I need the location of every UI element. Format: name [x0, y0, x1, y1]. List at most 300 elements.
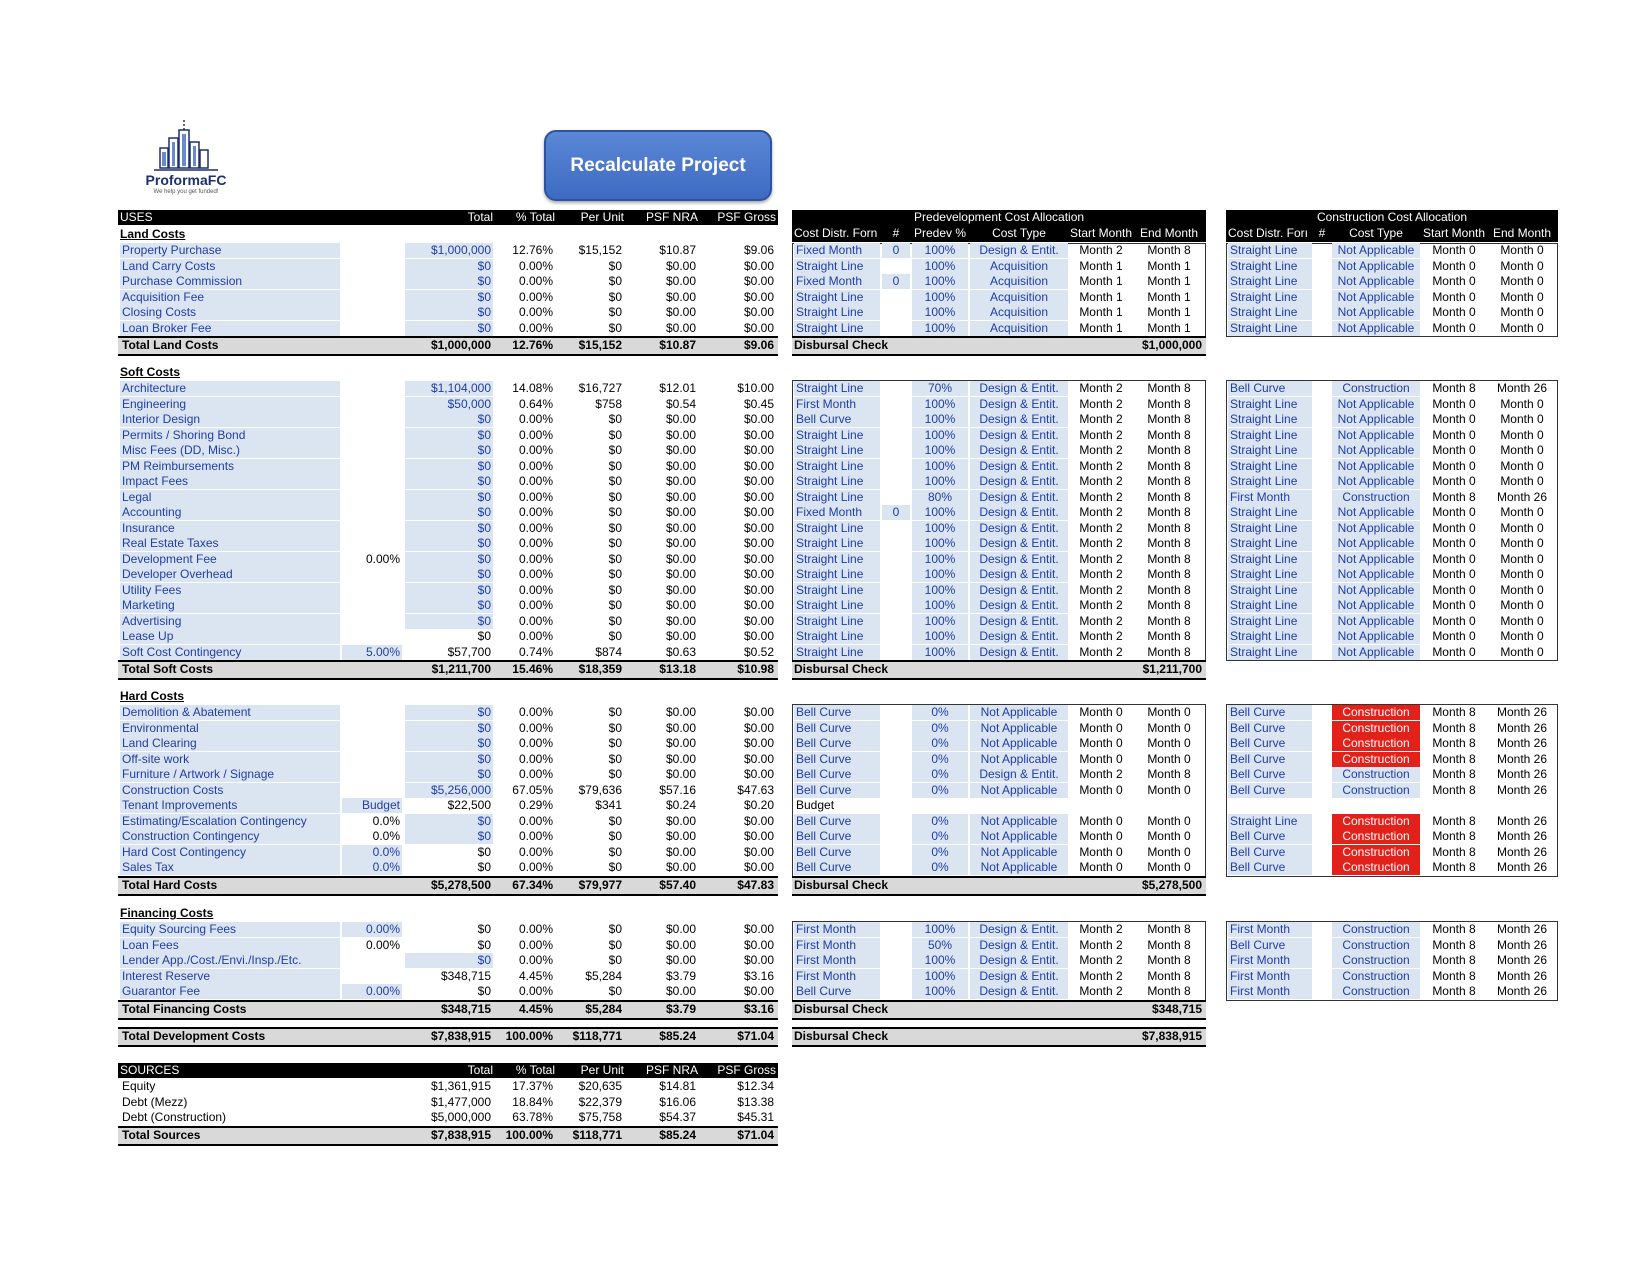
predevelopment-cell[interactable]: 0% [912, 860, 968, 875]
name-cell[interactable]: Utility Fees [120, 583, 340, 598]
total-cell[interactable]: $0 [405, 598, 493, 613]
name-cell[interactable]: Purchase Commission [120, 274, 340, 289]
construction-cell[interactable]: Bell Curve [1228, 829, 1312, 844]
construction-cell[interactable]: Straight Line [1228, 243, 1312, 258]
predevelopment-cell[interactable]: 100% [912, 290, 968, 305]
extra-cell[interactable]: 0.00% [342, 922, 402, 937]
construction-cell[interactable]: Bell Curve [1228, 938, 1312, 953]
construction-cell[interactable]: Not Applicable [1332, 305, 1420, 320]
predevelopment-cell[interactable]: Bell Curve [794, 845, 880, 860]
construction-cell[interactable]: Bell Curve [1228, 736, 1312, 751]
name-cell[interactable]: Closing Costs [120, 305, 340, 320]
name-cell[interactable]: Property Purchase [120, 243, 340, 258]
total-cell[interactable]: $0 [405, 552, 493, 567]
predevelopment-cell[interactable]: Design & Entit. [970, 767, 1068, 782]
name-cell[interactable]: Developer Overhead [120, 567, 340, 582]
construction-cell[interactable]: Not Applicable [1332, 443, 1420, 458]
predevelopment-cell[interactable]: Design & Entit. [970, 428, 1068, 443]
construction-cell[interactable]: Straight Line [1228, 552, 1312, 567]
total-cell[interactable]: $0 [405, 583, 493, 598]
name-cell[interactable]: Land Carry Costs [120, 259, 340, 274]
name-cell[interactable]: Development Fee [120, 552, 340, 567]
predevelopment-cell[interactable]: 0% [912, 736, 968, 751]
construction-cell[interactable]: Straight Line [1228, 397, 1312, 412]
predevelopment-cell[interactable]: Not Applicable [970, 814, 1068, 829]
construction-cell[interactable]: Straight Line [1228, 505, 1312, 520]
predevelopment-cell[interactable]: 100% [912, 505, 968, 520]
construction-cell[interactable]: Construction [1332, 969, 1420, 984]
name-cell[interactable]: Construction Contingency [120, 829, 340, 844]
construction-cell[interactable]: Construction [1332, 845, 1420, 860]
total-cell[interactable]: $0 [405, 953, 493, 968]
predevelopment-cell[interactable]: 100% [912, 953, 968, 968]
total-cell[interactable]: $0 [405, 490, 493, 505]
construction-cell[interactable]: Construction [1332, 860, 1420, 875]
pct-cell: 0.00% [518, 551, 553, 566]
name-cell[interactable]: Lease Up [120, 629, 340, 644]
name-cell[interactable]: Accounting [120, 505, 340, 520]
predevelopment-cell[interactable]: 100% [912, 321, 968, 336]
construction-cell[interactable]: Straight Line [1228, 459, 1312, 474]
total-cell[interactable]: $0 [405, 705, 493, 720]
construction-cell[interactable]: Not Applicable [1332, 536, 1420, 551]
predevelopment-cell[interactable]: 0% [912, 814, 968, 829]
predevelopment-cell[interactable]: Not Applicable [970, 783, 1068, 798]
construction-cell[interactable]: Straight Line [1228, 567, 1312, 582]
table-row [0, 274, 1650, 289]
predevelopment-cell[interactable]: Not Applicable [970, 860, 1068, 875]
extra-cell [342, 381, 402, 396]
total-cell[interactable]: $0 [405, 274, 493, 289]
construction-cell[interactable]: Straight Line [1228, 521, 1312, 536]
predevelopment-cell[interactable]: Straight Line [794, 567, 880, 582]
predevelopment-cell[interactable]: 0% [912, 783, 968, 798]
construction-cell[interactable]: Not Applicable [1332, 259, 1420, 274]
construction-cell[interactable]: Bell Curve [1228, 752, 1312, 767]
construction-cell[interactable]: Construction [1332, 783, 1420, 798]
predevelopment-cell[interactable]: Straight Line [794, 490, 880, 505]
predevelopment-cell[interactable]: Bell Curve [794, 752, 880, 767]
gross-cell: $0.00 [743, 629, 774, 643]
name-cell[interactable]: Interest Reserve [120, 969, 340, 984]
predevelopment-cell [1134, 798, 1204, 813]
construction-cell[interactable]: First Month [1228, 490, 1312, 505]
construction-cell[interactable]: Straight Line [1228, 474, 1312, 489]
predevelopment-cell[interactable]: Design & Entit. [970, 567, 1068, 582]
predevelopment-cell[interactable]: Design & Entit. [970, 505, 1068, 520]
predevelopment-cell[interactable]: Straight Line [794, 259, 880, 274]
predevelopment-cell[interactable]: 0% [912, 829, 968, 844]
construction-cell[interactable]: Not Applicable [1332, 397, 1420, 412]
name-cell[interactable]: Acquisition Fee [120, 290, 340, 305]
predevelopment-cell[interactable]: Design & Entit. [970, 397, 1068, 412]
construction-cell[interactable]: Not Applicable [1332, 459, 1420, 474]
predevelopment-cell[interactable]: Straight Line [794, 536, 880, 551]
unit-cell: $0 [608, 860, 622, 874]
extra-cell [342, 459, 402, 474]
total-cell[interactable]: $0 [405, 305, 493, 320]
construction-cell[interactable]: Construction [1332, 705, 1420, 720]
construction-cell[interactable]: Straight Line [1228, 305, 1312, 320]
predevelopment-cell[interactable]: Design & Entit. [970, 922, 1068, 937]
name-cell[interactable]: Engineering [120, 397, 340, 412]
total-cell[interactable]: $0 [405, 721, 493, 736]
total-cell[interactable]: $5,256,000 [405, 783, 493, 798]
total-cell[interactable]: $0 [405, 752, 493, 767]
predevelopment-cell[interactable]: Design & Entit. [970, 645, 1068, 660]
construction-cell[interactable]: Not Applicable [1332, 598, 1420, 613]
gross-cell: $9.06 [743, 243, 774, 257]
construction-cell[interactable]: Straight Line [1228, 274, 1312, 289]
predevelopment-cell[interactable]: Design & Entit. [970, 629, 1068, 644]
predevelopment-cell[interactable]: 100% [912, 598, 968, 613]
gross-cell: $0.00 [743, 829, 774, 843]
name-cell[interactable]: PM Reimbursements [120, 459, 340, 474]
construction-cell[interactable]: Straight Line [1228, 443, 1312, 458]
total-cell[interactable]: $0 [405, 321, 493, 336]
construction-cell[interactable]: Construction [1332, 829, 1420, 844]
construction-cell[interactable]: Bell Curve [1228, 705, 1312, 720]
construction-cell[interactable]: Construction [1332, 490, 1420, 505]
predevelopment-cell[interactable]: 100% [912, 259, 968, 274]
predevelopment-cell[interactable]: Design & Entit. [970, 953, 1068, 968]
predevelopment-cell[interactable]: Design & Entit. [970, 412, 1068, 427]
predevelopment-cell[interactable]: First Month [794, 953, 880, 968]
name-cell[interactable]: Construction Costs [120, 783, 340, 798]
construction-cell[interactable]: Not Applicable [1332, 614, 1420, 629]
total-unit: $15,152 [578, 338, 622, 352]
predevelopment-cell: Month 1 [1079, 305, 1123, 319]
construction-cell[interactable]: Bell Curve [1228, 845, 1312, 860]
construction-cell: Month 0 [1432, 274, 1476, 288]
total-cell[interactable]: $0 [405, 505, 493, 520]
name-cell[interactable]: Legal [120, 490, 340, 505]
predevelopment-cell[interactable]: 100% [912, 552, 968, 567]
construction-cell[interactable]: Not Applicable [1332, 290, 1420, 305]
predevelopment-cell[interactable]: Straight Line [794, 321, 880, 336]
construction-cell[interactable]: Straight Line [1228, 536, 1312, 551]
predevelopment-cell[interactable]: 100% [912, 645, 968, 660]
name-cell[interactable]: Furniture / Artwork / Signage [120, 767, 340, 782]
extra-cell[interactable]: 0.00% [342, 984, 402, 999]
predevelopment-cell: Month 2 [1079, 984, 1123, 998]
construction-cell[interactable]: Construction [1332, 381, 1420, 396]
predevelopment-cell[interactable]: Straight Line [794, 381, 880, 396]
predevelopment-cell[interactable]: Straight Line [794, 459, 880, 474]
predevelopment-cell[interactable]: First Month [794, 938, 880, 953]
construction-cell[interactable]: First Month [1228, 922, 1312, 937]
predevelopment-cell[interactable]: Design & Entit. [970, 474, 1068, 489]
predevelopment-cell[interactable]: Bell Curve [794, 721, 880, 736]
predevelopment-cell[interactable]: 80% [912, 490, 968, 505]
total-cell[interactable]: $0 [405, 767, 493, 782]
predevelopment-cell[interactable]: Not Applicable [970, 845, 1068, 860]
construction-cell[interactable]: Construction [1332, 938, 1420, 953]
construction-cell[interactable]: Straight Line [1228, 259, 1312, 274]
name-cell[interactable]: Demolition & Abatement [120, 705, 340, 720]
construction-cell[interactable]: Not Applicable [1332, 274, 1420, 289]
construction-cell[interactable]: Straight Line [1228, 321, 1312, 336]
total-cell[interactable]: $0 [405, 521, 493, 536]
predevelopment-cell[interactable]: 100% [912, 536, 968, 551]
construction-cell[interactable]: Not Applicable [1332, 521, 1420, 536]
predevelopment-cell[interactable]: First Month [794, 922, 880, 937]
predevelopment-cell[interactable]: 0% [912, 705, 968, 720]
predevelopment-cell[interactable]: Design & Entit. [970, 536, 1068, 551]
predevelopment-cell[interactable]: Acquisition [970, 305, 1068, 320]
construction-cell[interactable]: Construction [1332, 922, 1420, 937]
construction-cell[interactable]: Straight Line [1228, 583, 1312, 598]
construction-cell[interactable]: First Month [1228, 953, 1312, 968]
name-cell[interactable]: Marketing [120, 598, 340, 613]
extra-cell[interactable]: 5.00% [342, 645, 402, 660]
predevelopment-cell[interactable]: 50% [912, 938, 968, 953]
predevelopment-cell[interactable]: 0 [882, 243, 910, 258]
name-cell[interactable]: Hard Cost Contingency [120, 845, 340, 860]
construction-cell[interactable]: First Month [1228, 984, 1312, 999]
table-row [0, 829, 1650, 844]
predevelopment-cell[interactable]: Design & Entit. [970, 243, 1068, 258]
predevelopment-cell[interactable]: 100% [912, 243, 968, 258]
construction-cell[interactable]: Construction [1332, 814, 1420, 829]
construction-cell[interactable]: Not Applicable [1332, 412, 1420, 427]
predevelopment-cell[interactable]: Straight Line [794, 428, 880, 443]
unit-cell: $0 [608, 443, 622, 457]
predevelopment-cell[interactable]: Straight Line [794, 598, 880, 613]
construction-cell: Month 0 [1432, 582, 1476, 597]
construction-cell[interactable]: Bell Curve [1228, 767, 1312, 782]
construction-cell[interactable]: Construction [1332, 752, 1420, 767]
construction-cell[interactable]: Not Applicable [1332, 629, 1420, 644]
predevelopment-cell[interactable]: Fixed Month [794, 274, 880, 289]
table-row [0, 938, 1650, 953]
construction-cell[interactable]: Construction [1332, 984, 1420, 999]
construction-cell[interactable]: Construction [1332, 736, 1420, 751]
total-cell[interactable]: $0 [405, 443, 493, 458]
name-cell[interactable]: Insurance [120, 521, 340, 536]
name-cell[interactable]: Loan Fees [120, 938, 340, 953]
name-cell[interactable]: Interior Design [120, 412, 340, 427]
total-cell[interactable]: $50,000 [405, 397, 493, 412]
predevelopment-cell[interactable]: Not Applicable [970, 705, 1068, 720]
predevelopment-cell[interactable]: Bell Curve [794, 736, 880, 751]
extra-cell[interactable]: 0.0% [342, 845, 402, 860]
predevelopment-cell[interactable]: Bell Curve [794, 783, 880, 798]
predevelopment-cell[interactable]: Design & Entit. [970, 614, 1068, 629]
predevelopment-cell[interactable]: Straight Line [794, 614, 880, 629]
predevelopment-cell[interactable]: Design & Entit. [970, 984, 1068, 999]
construction-cell[interactable]: Not Applicable [1332, 321, 1420, 336]
predevelopment-cell[interactable]: Fixed Month [794, 243, 880, 258]
predevelopment-cell[interactable]: Straight Line [794, 552, 880, 567]
predevelopment-cell[interactable]: First Month [794, 969, 880, 984]
predevelopment-cell[interactable]: Bell Curve [794, 860, 880, 875]
predevelopment-cell[interactable]: Design & Entit. [970, 443, 1068, 458]
name-cell[interactable]: Guarantor Fee [120, 984, 340, 999]
predevelopment-cell[interactable]: Design & Entit. [970, 459, 1068, 474]
predevelopment-cell[interactable]: 100% [912, 629, 968, 644]
predevelopment-cell[interactable]: 100% [912, 567, 968, 582]
predevelopment-cell[interactable]: Design & Entit. [970, 552, 1068, 567]
construction-cell [1314, 381, 1330, 396]
construction-cell[interactable]: Not Applicable [1332, 583, 1420, 598]
predevelopment-cell[interactable]: Acquisition [970, 274, 1068, 289]
total-cell[interactable]: $0 [405, 829, 493, 844]
predevelopment-cell: Month 8 [1147, 582, 1191, 597]
predevelopment-cell[interactable]: 100% [912, 443, 968, 458]
predevelopment-cell[interactable]: 0% [912, 752, 968, 767]
predevelopment-cell[interactable]: Straight Line [794, 521, 880, 536]
name-cell[interactable]: Real Estate Taxes [120, 536, 340, 551]
predevelopment-cell[interactable]: Bell Curve [794, 829, 880, 844]
construction-cell[interactable]: Not Applicable [1332, 428, 1420, 443]
predevelopment-cell[interactable]: 100% [912, 474, 968, 489]
predevelopment-cell[interactable]: Straight Line [794, 443, 880, 458]
predevelopment-cell[interactable]: First Month [794, 397, 880, 412]
recalculate-project-button[interactable]: Recalculate Project [544, 130, 772, 201]
construction-cell[interactable]: Not Applicable [1332, 645, 1420, 660]
construction-cell[interactable]: Straight Line [1228, 290, 1312, 305]
predevelopment-cell[interactable]: Not Applicable [970, 721, 1068, 736]
predevelopment-cell[interactable]: Not Applicable [970, 736, 1068, 751]
predevelopment-cell[interactable]: Straight Line [794, 290, 880, 305]
name-cell[interactable]: Land Clearing [120, 736, 340, 751]
construction-cell[interactable]: Straight Line [1228, 598, 1312, 613]
predevelopment-cell[interactable]: 0% [912, 721, 968, 736]
predevelopment-cell[interactable]: 100% [912, 428, 968, 443]
construction-cell[interactable]: Not Applicable [1332, 243, 1420, 258]
predevelopment-cell[interactable]: 0 [882, 505, 910, 520]
total-cell[interactable]: $0 [405, 736, 493, 751]
predevelopment-cell[interactable]: Straight Line [794, 305, 880, 320]
predevelopment-cell[interactable]: 100% [912, 412, 968, 427]
predevelopment-cell[interactable]: Design & Entit. [970, 969, 1068, 984]
total-cell[interactable]: $1,104,000 [405, 381, 493, 396]
predevelopment-cell[interactable]: 100% [912, 984, 968, 999]
construction-cell[interactable]: Construction [1332, 721, 1420, 736]
name-cell[interactable]: Loan Broker Fee [120, 321, 340, 336]
total-cell[interactable]: $0 [405, 814, 493, 829]
name-cell[interactable]: Off-site work [120, 752, 340, 767]
construction-cell[interactable]: Bell Curve [1228, 860, 1312, 875]
predevelopment-cell[interactable]: 100% [912, 305, 968, 320]
predevelopment-cell[interactable]: Acquisition [970, 321, 1068, 336]
source-gross: $13.38 [737, 1094, 774, 1109]
predevelopment-cell[interactable]: 100% [912, 614, 968, 629]
construction-cell[interactable]: First Month [1228, 969, 1312, 984]
predevelopment-cell[interactable]: Bell Curve [794, 412, 880, 427]
extra-cell[interactable]: 0.0% [342, 860, 402, 875]
total-cell[interactable]: $0 [405, 412, 493, 427]
predevelopment-cell[interactable]: Bell Curve [794, 984, 880, 999]
predevelopment-cell[interactable]: 0% [912, 845, 968, 860]
construction-cell[interactable]: Bell Curve [1228, 721, 1312, 736]
name-cell[interactable]: Sales Tax [120, 860, 340, 875]
predevelopment-cell[interactable]: Design & Entit. [970, 583, 1068, 598]
predevelopment-cell[interactable]: Bell Curve [794, 705, 880, 720]
predevelopment-cell[interactable]: 100% [912, 521, 968, 536]
construction-cell[interactable]: Straight Line [1228, 645, 1312, 660]
construction-cell[interactable]: Bell Curve [1228, 783, 1312, 798]
predevelopment-cell[interactable]: Bell Curve [794, 814, 880, 829]
predevelopment-cell[interactable]: Design & Entit. [970, 521, 1068, 536]
name-cell[interactable]: Misc Fees (DD, Misc.) [120, 443, 340, 458]
predevelopment-cell[interactable]: 70% [912, 381, 968, 396]
total-cell[interactable]: $0 [405, 536, 493, 551]
construction-cell[interactable]: Not Applicable [1332, 474, 1420, 489]
construction-cell[interactable]: Not Applicable [1332, 505, 1420, 520]
predevelopment-cell[interactable]: Straight Line [794, 474, 880, 489]
predevelopment-cell[interactable]: 100% [912, 922, 968, 937]
predevelopment-cell[interactable]: 100% [912, 274, 968, 289]
construction-cell[interactable]: Not Applicable [1332, 552, 1420, 567]
predevelopment-cell: Month 1 [1147, 305, 1191, 319]
gross-cell: $0.00 [743, 289, 774, 304]
predevelopment-cell[interactable]: Bell Curve [794, 767, 880, 782]
construction-cell[interactable]: Construction [1332, 767, 1420, 782]
name-cell[interactable]: Permits / Shoring Bond [120, 428, 340, 443]
construction-cell[interactable]: Straight Line [1228, 814, 1312, 829]
name-cell[interactable]: Soft Cost Contingency [120, 645, 340, 660]
name-cell[interactable]: Architecture [120, 381, 340, 396]
name-cell[interactable]: Estimating/Escalation Contingency [120, 814, 340, 829]
name-cell[interactable]: Advertising [120, 614, 340, 629]
predevelopment-cell[interactable]: Not Applicable [970, 829, 1068, 844]
predevelopment-cell[interactable]: Acquisition [970, 290, 1068, 305]
construction-cell[interactable]: Bell Curve [1228, 381, 1312, 396]
predevelopment-cell[interactable]: Fixed Month [794, 505, 880, 520]
name-cell[interactable]: Environmental [120, 721, 340, 736]
construction-cell[interactable]: Construction [1332, 953, 1420, 968]
total-cell[interactable]: $0 [405, 614, 493, 629]
name-cell[interactable]: Lender App./Cost./Envi./Insp./Etc. [120, 953, 340, 968]
predevelopment-cell[interactable]: Acquisition [970, 259, 1068, 274]
extra-cell [342, 583, 402, 598]
predevelopment-column-header: Cost Type [992, 226, 1046, 240]
predevelopment-cell[interactable]: 100% [912, 459, 968, 474]
predevelopment-cell[interactable]: Design & Entit. [970, 938, 1068, 953]
total-cell[interactable]: $0 [405, 428, 493, 443]
predevelopment-cell[interactable]: 0% [912, 767, 968, 782]
construction-cell[interactable]: Not Applicable [1332, 567, 1420, 582]
predevelopment-cell[interactable]: 0 [882, 274, 910, 289]
total-cell[interactable]: $1,000,000 [405, 243, 493, 258]
name-cell[interactable]: Equity Sourcing Fees [120, 922, 340, 937]
construction-cell[interactable]: Straight Line [1228, 614, 1312, 629]
extra-cell[interactable]: Budget [342, 798, 402, 813]
total-cell[interactable]: $0 [405, 459, 493, 474]
total-cell[interactable]: $0 [405, 290, 493, 305]
construction-cell[interactable]: Straight Line [1228, 412, 1312, 427]
predevelopment-cell[interactable]: Design & Entit. [970, 490, 1068, 505]
name-cell[interactable]: Tenant Improvements [120, 798, 340, 813]
predevelopment-cell[interactable]: Straight Line [794, 629, 880, 644]
predevelopment-cell[interactable]: Not Applicable [970, 752, 1068, 767]
predevelopment-cell[interactable]: Design & Entit. [970, 381, 1068, 396]
predevelopment-cell[interactable]: 100% [912, 969, 968, 984]
predevelopment-cell[interactable]: Design & Entit. [970, 598, 1068, 613]
construction-cell[interactable]: Straight Line [1228, 428, 1312, 443]
predevelopment-cell[interactable]: Straight Line [794, 645, 880, 660]
predevelopment-cell[interactable]: Straight Line [794, 583, 880, 598]
construction-cell[interactable]: Straight Line [1228, 629, 1312, 644]
total-cell[interactable]: $0 [405, 567, 493, 582]
total-cell[interactable]: $0 [405, 259, 493, 274]
predevelopment-cell[interactable]: 100% [912, 397, 968, 412]
total-cell[interactable]: $0 [405, 474, 493, 489]
predevelopment-cell[interactable]: 100% [912, 583, 968, 598]
name-cell[interactable]: Impact Fees [120, 474, 340, 489]
